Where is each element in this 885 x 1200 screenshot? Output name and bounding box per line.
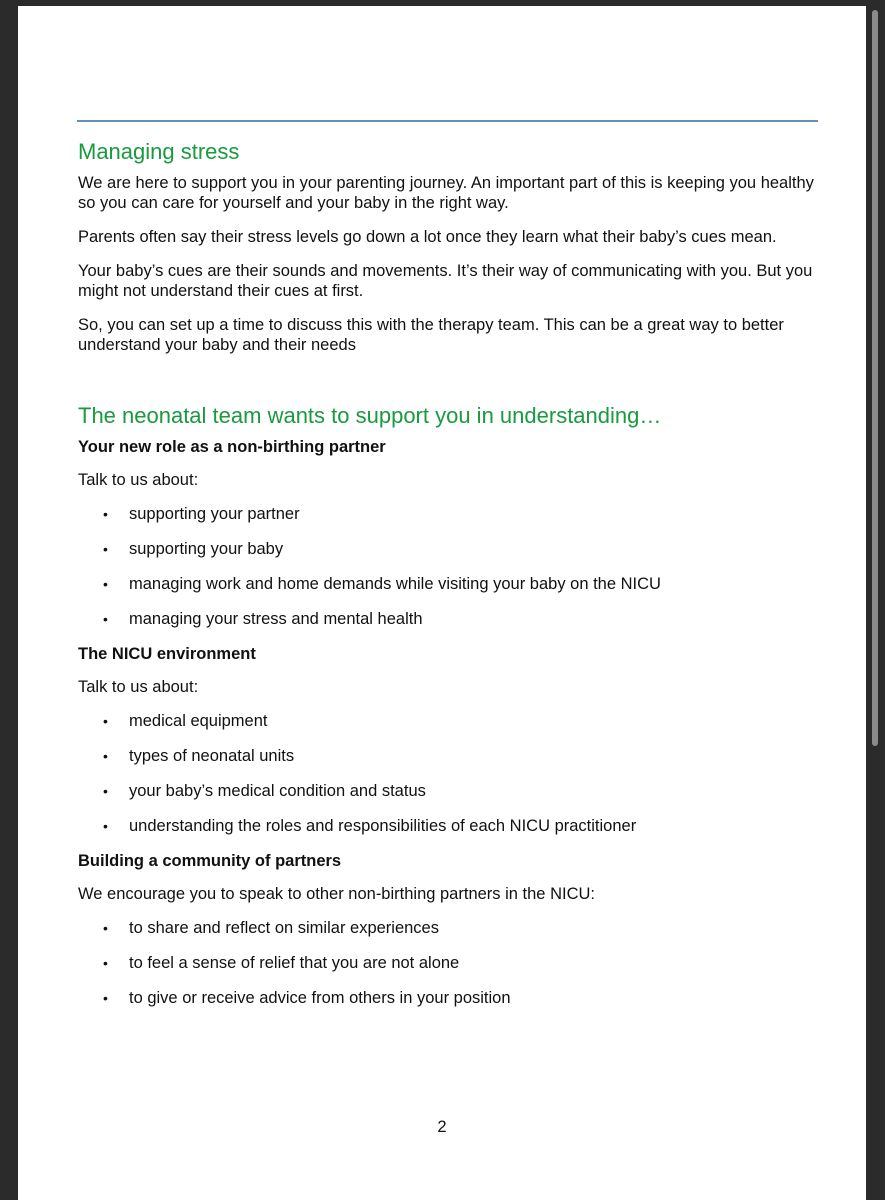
- intro-text: Talk to us about:: [78, 678, 199, 696]
- bullet-icon: •: [103, 713, 108, 729]
- section-heading-managing-stress: Managing stress: [78, 139, 240, 164]
- subheading-new-role: Your new role as a non-birthing partner: [78, 438, 386, 456]
- document-page: [18, 6, 866, 1200]
- paragraph: Parents often say their stress levels go down a lot once they learn what their baby’s cues mean.: [78, 228, 777, 246]
- bullet-icon: •: [103, 541, 108, 557]
- list-item: • understanding the roles and responsibilities of each NICU practitioner: [103, 817, 637, 835]
- list-item: • to feel a sense of relief that you are not alone: [103, 954, 460, 972]
- subheading-community: Building a community of partners: [78, 852, 342, 870]
- header-divider: [77, 120, 818, 122]
- bullet-icon: •: [103, 506, 108, 522]
- bullet-icon: •: [103, 576, 108, 592]
- list-item: • to give or receive advice from others in your position: [103, 989, 511, 1007]
- bullet-list: [78, 918, 823, 1008]
- list-item: • managing work and home demands while visiting your baby on the NICU: [103, 575, 661, 593]
- intro-text: Talk to us about:: [78, 471, 199, 489]
- page-number: 2: [437, 1118, 447, 1136]
- bullet-icon: •: [103, 611, 108, 627]
- list-item: • supporting your baby: [103, 540, 284, 558]
- section-heading-neonatal-team: The neonatal team wants to support you in understanding…: [78, 403, 662, 428]
- paragraph: Your baby’s cues are their sounds and movements. It’s their way of communicating with you. But you might not understand their cues at first.: [78, 262, 813, 300]
- bullet-list: [78, 711, 823, 836]
- bullet-list: [78, 504, 823, 629]
- paragraph: We are here to support you in your parenting journey. An important part of this is keeping you healthy so you can care for yourself and your baby in the right way.: [78, 174, 814, 212]
- bullet-icon: •: [103, 748, 108, 764]
- page-content: [78, 137, 823, 1023]
- bullet-icon: •: [103, 818, 108, 834]
- bullet-icon: •: [103, 920, 108, 936]
- list-item: • supporting your partner: [103, 505, 300, 523]
- bullet-icon: •: [103, 783, 108, 799]
- list-item: • types of neonatal units: [103, 747, 295, 765]
- paragraph: So, you can set up a time to discuss this with the therapy team. This can be a great way to better understand your baby and their needs: [78, 316, 784, 354]
- list-item: • managing your stress and mental health: [103, 610, 423, 628]
- list-item: • your baby’s medical condition and status: [103, 782, 426, 800]
- list-item: • to share and reflect on similar experiences: [103, 919, 439, 937]
- bullet-icon: •: [103, 955, 108, 971]
- vertical-scrollbar[interactable]: [872, 10, 878, 746]
- list-item: • medical equipment: [103, 712, 268, 730]
- bullet-icon: •: [103, 990, 108, 1006]
- subheading-nicu-environment: The NICU environment: [78, 645, 256, 663]
- intro-text: We encourage you to speak to other non-birthing partners in the NICU:: [78, 885, 595, 903]
